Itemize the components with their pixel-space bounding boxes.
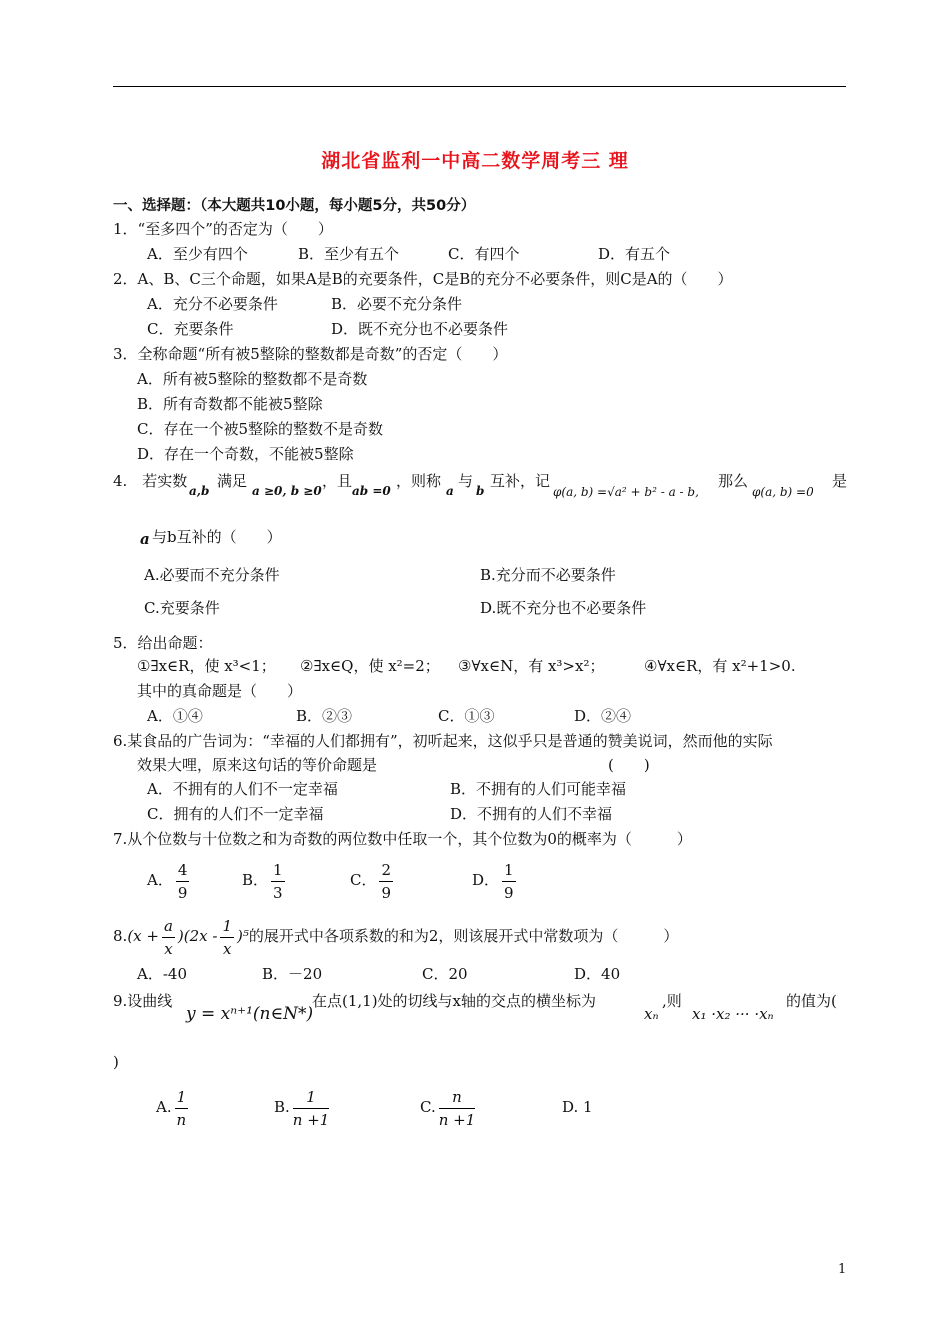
q4-math-a: a: [446, 484, 454, 498]
q9-option-a: A. $\frac{1}{n}$: [156, 1087, 187, 1129]
q6-option-a: A．不拥有的人们不一定幸福: [147, 780, 338, 798]
q1-option-c: C．有四个: [448, 245, 520, 263]
q3-option-b: B．所有奇数都不能被5整除: [137, 395, 323, 413]
q4-option-b: B.充分而不必要条件: [480, 566, 616, 584]
q2-option-b: B．必要不充分条件: [331, 295, 463, 313]
q4-math-a2: a: [140, 530, 150, 548]
q4-option-a: A.必要而不充分条件: [144, 566, 280, 584]
q9-xn: xₙ: [644, 1005, 659, 1023]
q5-item-2: ②∃x∈Q，使 x²=2；: [300, 657, 440, 675]
q4-text-4: ，则称: [396, 472, 442, 490]
q1-stem: 1．“至多四个”的否定为（ ）: [113, 220, 333, 238]
q5-option-d: D．②④: [574, 707, 632, 725]
q9-product: x₁ ·x₂ ··· ·xₙ: [692, 1005, 774, 1023]
q4-math-phi: φ(a, b) =√a² + b² - a - b,: [553, 485, 699, 499]
page-number: 1: [838, 1262, 847, 1277]
q4-math-ab0: ab =0: [352, 484, 391, 498]
q4-text-2: 满足: [217, 472, 248, 490]
q8-option-d: D．40: [574, 965, 621, 983]
q1-option-b: B．至少有五个: [298, 245, 400, 263]
q5-option-c: C．①③: [438, 707, 495, 725]
q3-option-c: C．存在一个被5整除的整数不是奇数: [137, 420, 384, 438]
q9-text: 在点(1,1)处的切线与x轴的交点的横坐标为: [312, 992, 597, 1010]
q3-option-a: A．所有被5整除的整数都不是奇数: [137, 370, 368, 388]
q9-num: 9.设曲线: [113, 992, 173, 1010]
q6-option-b: B．不拥有的人们可能幸福: [450, 780, 627, 798]
q1-option-d: D．有五个: [598, 245, 671, 263]
q3-option-d: D．存在一个奇数，不能被5整除: [137, 445, 354, 463]
q9-then: ,则: [662, 992, 682, 1010]
q9-tail: 的值为(: [786, 992, 837, 1010]
q8-option-b: B．－20: [262, 965, 323, 983]
q2-option-c: C．充要条件: [147, 320, 234, 338]
q6-option-d: D．不拥有的人们不幸福: [450, 805, 613, 823]
q4-math-phi0: φ(a, b) =0: [752, 485, 814, 499]
q2-option-a: A．充分不必要条件: [147, 295, 278, 313]
q5-option-a: A．①④: [147, 707, 203, 725]
q6-paren: ( ): [608, 756, 650, 774]
q4-option-c: C.充要条件: [144, 599, 220, 617]
q9-option-c: C. $\frac{n}{n +1}$: [420, 1087, 476, 1129]
q1-option-a: A．至少有四个: [147, 245, 248, 263]
q5-item-1: ①∃x∈R，使 x³<1；: [137, 657, 276, 675]
q5-line3: 其中的真命题是（ ）: [137, 682, 303, 700]
q2-stem: 2．A、B、C三个命题，如果A是B的充要条件，C是B的充分不必要条件，则C是A的（ ）: [113, 270, 733, 288]
q4-math-ab: a,b: [189, 484, 210, 498]
q4-line2: 与b互补的（ ）: [152, 528, 282, 546]
q3-stem: 3．全称命题“所有被5整除的整数都是奇数”的否定（ ）: [113, 345, 508, 363]
q8-stem: 8.(x + $\frac{a}{x}$ )(2x - $\frac{1}{x}$ )⁵的展开式中各项系数的和为2，则该展开式中常数项为（ ）: [113, 916, 679, 958]
q5-item-3: ③∀x∈N，有 x³>x²；: [458, 657, 605, 675]
q9-option-b: B. $\frac{1}{n +1}$: [274, 1087, 330, 1129]
q7-option-a: A． $\frac{4}{9}$: [147, 860, 188, 902]
q4-math-cond: a ≥0, b ≥0: [252, 484, 322, 498]
section-heading: 一、选择题：（本大题共10小题，每小题5分，共50分）: [113, 198, 476, 214]
q6-line1: 6.某食品的广告词为：“幸福的人们都拥有”，初听起来，这似乎只是普通的赞美说词，然而他的实际: [113, 732, 773, 750]
q5-stem: 5．给出命题：: [113, 634, 213, 652]
q6-option-c: C．拥有的人们不一定幸福: [147, 805, 324, 823]
q9-option-d: D. 1: [562, 1098, 593, 1116]
page-title: 湖北省监利一中高二数学周考三 理: [321, 150, 629, 172]
q9-curve: y = xⁿ⁺¹(n∈N*): [186, 1004, 314, 1024]
q4-text-3: ，且: [322, 472, 353, 490]
q4-text-5: 与: [458, 472, 474, 490]
q7-option-c: C． $\frac{2}{9}$: [350, 860, 392, 902]
q7-option-d: D． $\frac{1}{9}$: [472, 860, 514, 902]
q8-option-c: C．20: [422, 965, 468, 983]
q9-close: ): [113, 1053, 119, 1071]
q4-option-d: D.既不充分也不必要条件: [480, 599, 647, 617]
q4-math-b: b: [476, 484, 485, 498]
q4-text-6: 互补，记: [490, 472, 551, 490]
q5-option-b: B．②③: [296, 707, 353, 725]
q4-text-8: 是: [832, 472, 848, 490]
q4-text-7: 那么: [718, 472, 749, 490]
q7-option-b: B． $\frac{1}{3}$: [242, 860, 283, 902]
q2-option-d: D．既不充分也不必要条件: [331, 320, 509, 338]
header-rule: [113, 86, 846, 87]
q4-text-1: 4. 若实数: [113, 472, 188, 490]
q7-stem: 7.从个位数与十位数之和为奇数的两位数中任取一个，其个位数为0的概率为（ ）: [113, 830, 692, 848]
q6-line2: 效果大哩，原来这句话的等价命题是: [137, 756, 378, 774]
q5-item-4: ④∀x∈R，有 x²+1>0.: [644, 657, 796, 675]
q8-option-a: A．-40: [137, 965, 187, 983]
